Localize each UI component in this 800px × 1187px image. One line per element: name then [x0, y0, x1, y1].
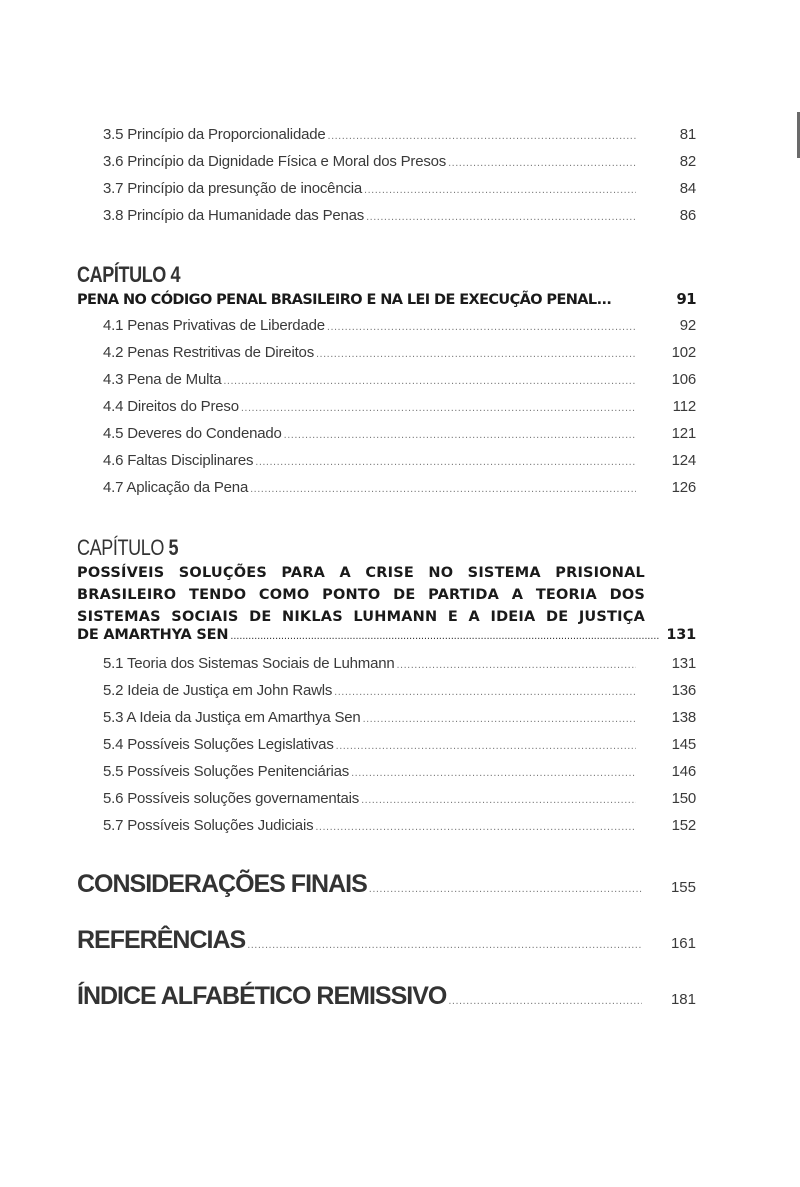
- dot-leader: [334, 686, 636, 698]
- dot-leader: [247, 939, 642, 951]
- toc-entry-label: 5.7 Possíveis Soluções Judiciais: [103, 817, 314, 834]
- chapter-4-label: [77, 262, 180, 288]
- dot-leader: [327, 321, 636, 333]
- toc-entry-page: 112: [672, 398, 696, 415]
- dot-leader: [364, 184, 636, 196]
- chapter-5-label: [77, 535, 178, 561]
- dot-leader: [328, 130, 636, 142]
- toc-entry-label: 3.7 Princípio da presunção de inocência: [103, 180, 363, 197]
- toc-entry-label: 3.5 Princípio da Proporcionalidade: [103, 126, 326, 143]
- toc-entry[interactable]: [103, 180, 696, 202]
- toc-entry-page: 106: [671, 371, 696, 388]
- toc-entry[interactable]: [103, 709, 696, 731]
- toc-entry-label: 5.2 Ideia de Justiça em John Rawls: [103, 682, 333, 699]
- toc-entry-label: 4.4 Direitos do Preso: [103, 398, 239, 415]
- dot-leader: [351, 767, 636, 779]
- toc-entry[interactable]: [103, 817, 696, 839]
- chapter-word: CAPÍTULO: [77, 535, 164, 560]
- toc-entry-page: 145: [671, 736, 696, 753]
- dot-leader: [369, 883, 642, 895]
- toc-entry[interactable]: [103, 371, 696, 393]
- toc-entry-page: 152: [671, 817, 696, 834]
- toc-entry-page: 150: [671, 790, 696, 807]
- chapter-4-title[interactable]: [77, 290, 696, 312]
- toc-entry-label: 5.3 A Ideia da Justiça em Amarthya Sen: [103, 709, 361, 726]
- toc-final-considerations[interactable]: [77, 870, 696, 904]
- toc-references[interactable]: [77, 926, 696, 960]
- toc-entry-page: 81: [679, 126, 696, 143]
- toc-entry[interactable]: [103, 763, 696, 785]
- dot-leader: [223, 375, 636, 387]
- toc-entry[interactable]: [103, 655, 696, 677]
- dot-leader: [397, 659, 637, 671]
- toc-entry-page: 121: [671, 425, 696, 442]
- toc-final-label: REFERÊNCIAS: [77, 926, 246, 954]
- toc-entry-page: 146: [671, 763, 696, 780]
- toc-entry-label: 4.7 Aplicação da Pena: [103, 479, 249, 496]
- toc-final-page: 155: [670, 879, 696, 896]
- dot-leader: [448, 995, 642, 1007]
- dot-leader: [336, 740, 636, 752]
- chapter-title-text: DE AMARTHYA SEN: [77, 627, 229, 643]
- chapter-title-page: 131: [666, 627, 696, 643]
- dot-leader: [366, 211, 636, 223]
- toc-final-page: 181: [670, 991, 696, 1008]
- toc-entry[interactable]: [103, 736, 696, 758]
- toc-entry[interactable]: [103, 790, 696, 812]
- chapter-5-title-line[interactable]: SISTEMAS SOCIAIS DE NIKLAS LUHMANN E A IDEIA DE JUSTIÇA: [77, 609, 645, 625]
- dot-leader: [255, 456, 636, 468]
- dot-leader: [363, 713, 636, 725]
- chapter-number: 4: [170, 262, 181, 287]
- chapter-word: CAPÍTULO: [77, 262, 166, 287]
- chapter-number: 5: [168, 535, 179, 560]
- dot-leader: [316, 348, 636, 360]
- toc-entry[interactable]: [103, 344, 696, 366]
- toc-final-label: ÍNDICE ALFABÉTICO REMISSIVO: [77, 982, 447, 1010]
- toc-final-page: 161: [670, 935, 696, 952]
- toc-entry[interactable]: [103, 479, 696, 501]
- toc-entry-page: 126: [671, 479, 696, 496]
- toc-entry-label: 3.8 Princípio da Humanidade das Penas: [103, 207, 365, 224]
- dot-leader: [241, 402, 636, 414]
- toc-entry-label: 5.1 Teoria dos Sistemas Sociais de Luhmann: [103, 655, 395, 672]
- chapter-title-page: 91: [676, 290, 696, 308]
- toc-entry[interactable]: [103, 317, 696, 339]
- toc-entry-page: 84: [679, 180, 696, 197]
- toc-entry-page: 82: [679, 153, 696, 170]
- chapter-5-title-line[interactable]: BRASILEIRO TENDO COMO PONTO DE PARTIDA A TEORIA DOS: [77, 587, 645, 603]
- toc-final-label: CONSIDERAÇÕES FINAIS: [77, 870, 367, 898]
- dot-leader: [448, 157, 636, 169]
- toc-entry-page: 86: [679, 207, 696, 224]
- toc-entry-page: 136: [671, 682, 696, 699]
- toc-entry-page: 138: [671, 709, 696, 726]
- toc-entry-label: 5.4 Possíveis Soluções Legislativas: [103, 736, 334, 753]
- dot-leader: [284, 429, 636, 441]
- toc-entry-label: 3.6 Princípio da Dignidade Física e Moral dos Presos: [103, 153, 447, 170]
- toc-entry-label: 4.1 Penas Privativas de Liberdade: [103, 317, 325, 334]
- dot-leader: [250, 483, 636, 495]
- dot-leader: [361, 794, 636, 806]
- toc-entry-page: 92: [679, 317, 696, 334]
- toc-entry-page: 124: [671, 452, 696, 469]
- toc-entry[interactable]: [103, 682, 696, 704]
- toc-entry-label: 4.6 Faltas Disciplinares: [103, 452, 254, 469]
- toc-entry-label: 4.2 Penas Restritivas de Direitos: [103, 344, 314, 361]
- toc-entry[interactable]: [103, 425, 696, 447]
- chapter-title-text: PENA NO CÓDIGO PENAL BRASILEIRO E NA LEI DE EXECUÇÃO PENAL...: [77, 292, 612, 308]
- toc-entry[interactable]: [103, 207, 696, 229]
- dot-leader: [315, 821, 636, 833]
- toc-entry-label: 4.5 Deveres do Condenado: [103, 425, 282, 442]
- toc-entry-label: 5.5 Possíveis Soluções Penitenciárias: [103, 763, 350, 780]
- toc-entry-label: 4.3 Pena de Multa: [103, 371, 222, 388]
- dot-leader: [230, 631, 660, 642]
- chapter-5-title-last[interactable]: [77, 627, 696, 649]
- toc-entry[interactable]: [103, 452, 696, 474]
- toc-index[interactable]: [77, 982, 696, 1016]
- toc-entry-page: 102: [671, 344, 696, 361]
- toc-entry[interactable]: [103, 126, 696, 148]
- toc-entry-page: 131: [671, 655, 696, 672]
- toc-entry-label: 5.6 Possíveis soluções governamentais: [103, 790, 360, 807]
- toc-entry[interactable]: [103, 398, 696, 420]
- chapter-5-title-line[interactable]: POSSÍVEIS SOLUÇÕES PARA A CRISE NO SISTEMA PRISIONAL: [77, 565, 645, 581]
- toc-entry[interactable]: [103, 153, 696, 175]
